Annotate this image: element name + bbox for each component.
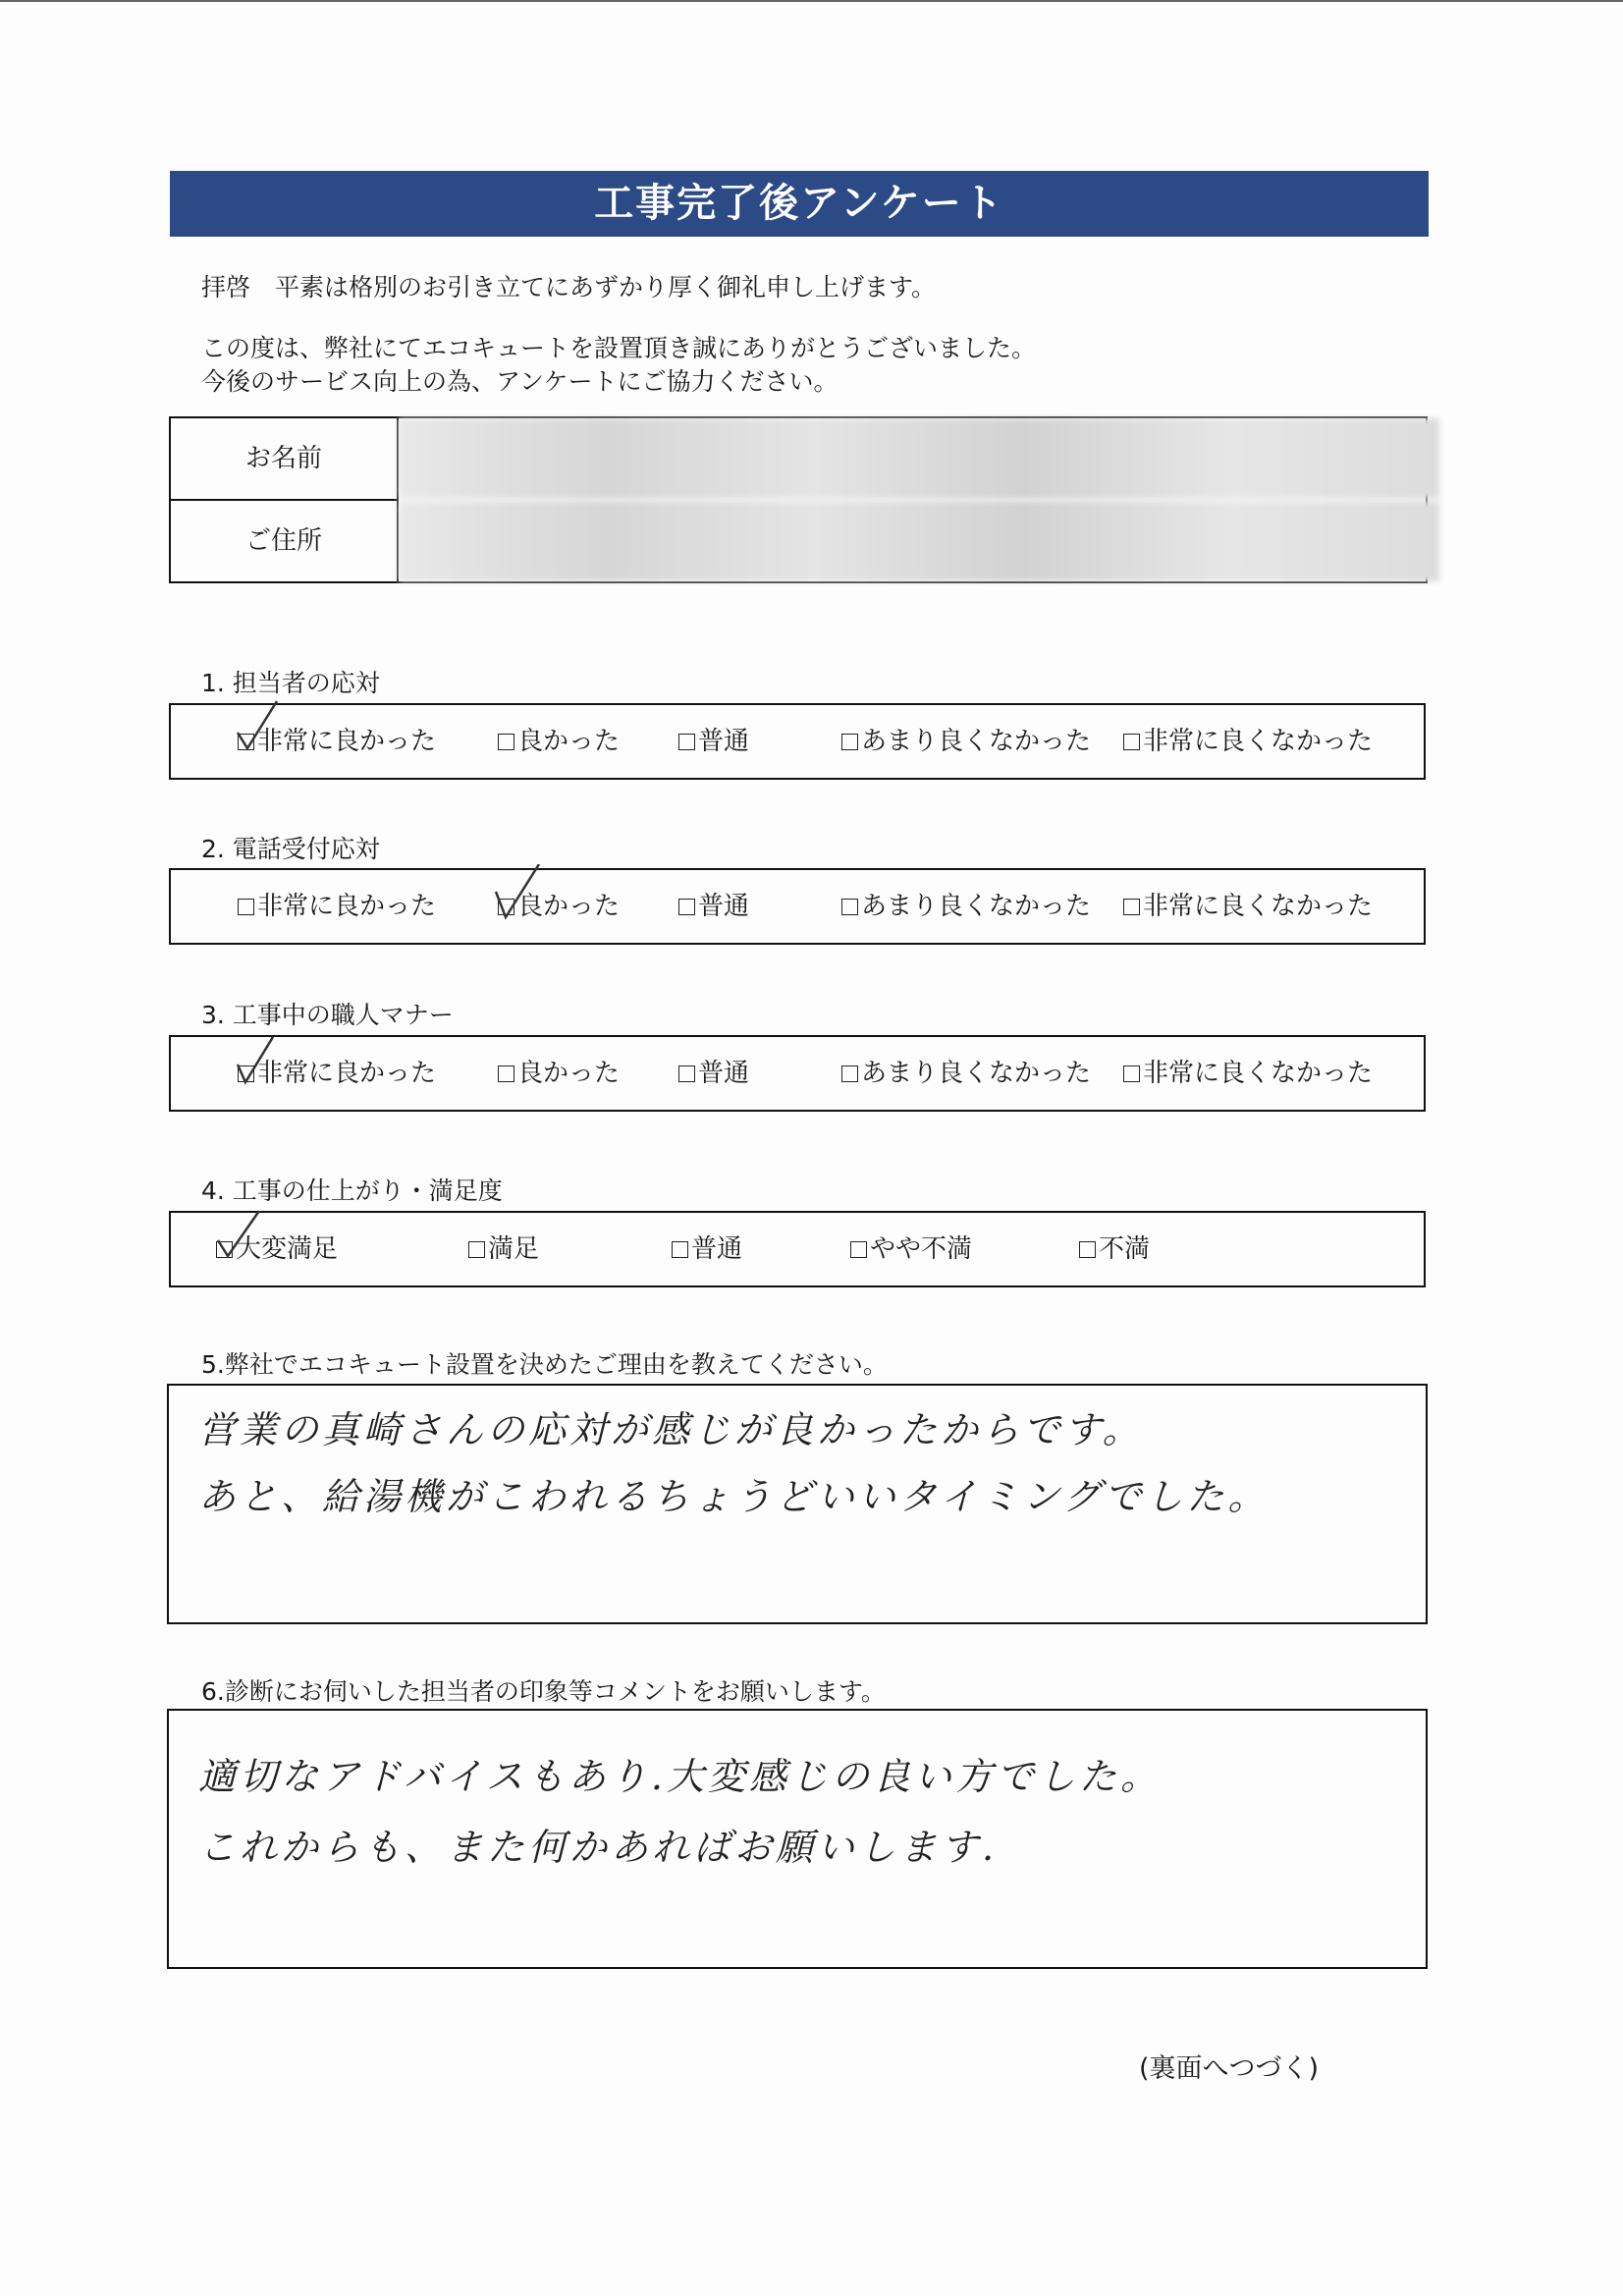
- q2-option-very-bad[interactable]: 非常に良くなかった: [1123, 870, 1373, 943]
- checkbox-icon[interactable]: [678, 1066, 695, 1082]
- q3-option-not-good[interactable]: あまり良くなかった: [841, 1037, 1091, 1110]
- question-5-answer-box[interactable]: [167, 1384, 1428, 1624]
- checkbox-icon[interactable]: [672, 1241, 688, 1258]
- checkbox-icon[interactable]: [498, 734, 514, 750]
- question-3-title: 3. 工事中の職人マナー: [201, 1001, 454, 1029]
- continue-on-back-note: (裏面へつづく): [1139, 2053, 1320, 2084]
- q2-option-not-good[interactable]: あまり良くなかった: [841, 870, 1091, 943]
- q3-option-normal[interactable]: 普通: [678, 1037, 749, 1110]
- redacted-name-field: [399, 418, 1439, 499]
- question-6-title: 6.診断にお伺いした担当者の印象等コメントをお願いします。: [201, 1677, 886, 1706]
- q1-option-good[interactable]: 良かった: [498, 705, 620, 778]
- customer-info-table: [169, 416, 1428, 583]
- scan-top-edge: [0, 0, 1623, 2]
- question-1-title: 1. 担当者の応対: [201, 669, 380, 697]
- checkbox-icon[interactable]: [1123, 734, 1140, 750]
- q5-answer-line-1: 営業の真崎さんの応対が感じが良かったからです。: [198, 1408, 1144, 1451]
- q3-option-very-bad[interactable]: 非常に良くなかった: [1123, 1037, 1373, 1110]
- checkbox-icon[interactable]: [498, 899, 514, 915]
- checkbox-icon[interactable]: [468, 1241, 485, 1258]
- checkbox-icon[interactable]: [498, 1066, 514, 1082]
- address-label: ご住所: [244, 526, 322, 556]
- checkbox-icon[interactable]: [238, 1066, 254, 1082]
- greeting-line: 拝啓 平素は格別のお引き立てにあずかり厚く御礼申し上げます。: [201, 273, 937, 301]
- q4-option-dissatisfied[interactable]: 不満: [1079, 1213, 1150, 1285]
- redacted-address-field: [399, 501, 1439, 581]
- question-4-title: 4. 工事の仕上がり・満足度: [201, 1176, 503, 1205]
- thanks-line: この度は、弊社にてエコキュートを設置頂き誠にありがとうございました。: [201, 334, 1037, 362]
- name-label: お名前: [171, 418, 397, 501]
- checkbox-icon[interactable]: [238, 899, 254, 915]
- checkbox-icon[interactable]: [216, 1241, 233, 1258]
- checkbox-icon[interactable]: [850, 1241, 867, 1258]
- question-6-answer-box[interactable]: [167, 1709, 1428, 1969]
- q3-option-very-good[interactable]: 非常に良かった: [238, 1037, 436, 1110]
- q4-option-somewhat-dissatisfied[interactable]: やや不満: [850, 1213, 972, 1285]
- q3-option-good[interactable]: 良かった: [498, 1037, 620, 1110]
- page-title: 工事完了後アンケート: [170, 171, 1429, 237]
- q5-answer-line-2: あと、給湯機がこわれるちょうどいいタイミングでした。: [198, 1475, 1270, 1518]
- checkbox-icon[interactable]: [678, 899, 695, 915]
- question-2-title: 2. 電話受付応対: [201, 835, 380, 863]
- q1-option-not-good[interactable]: あまり良くなかった: [841, 705, 1091, 778]
- question-2-options: [169, 868, 1426, 945]
- question-3-options: [169, 1035, 1426, 1112]
- request-line: 今後のサービス向上の為、アンケートにご協力ください。: [201, 367, 839, 396]
- checkbox-icon[interactable]: [238, 734, 254, 750]
- q6-answer-line-2: これからも、また何かあればお願いします.: [198, 1826, 999, 1869]
- question-4-options: [169, 1211, 1426, 1287]
- q4-option-normal[interactable]: 普通: [672, 1213, 742, 1285]
- question-1-options: [169, 703, 1426, 780]
- checkbox-icon[interactable]: [1079, 1241, 1096, 1258]
- q2-option-normal[interactable]: 普通: [678, 870, 749, 943]
- q4-option-very-satisfied[interactable]: 大変満足: [216, 1213, 338, 1285]
- checkbox-icon[interactable]: [1123, 899, 1140, 915]
- q4-option-satisfied[interactable]: 満足: [468, 1213, 539, 1285]
- checkbox-icon[interactable]: [678, 734, 695, 750]
- checkbox-icon[interactable]: [841, 899, 858, 915]
- q1-option-very-good[interactable]: 非常に良かった: [238, 705, 436, 778]
- q2-option-good[interactable]: 良かった: [498, 870, 620, 943]
- q1-option-normal[interactable]: 普通: [678, 705, 749, 778]
- checkbox-icon[interactable]: [841, 734, 858, 750]
- question-5-title: 5.弊社でエコキュート設置を決めたご理由を教えてください。: [201, 1350, 888, 1379]
- checkbox-icon[interactable]: [1123, 1066, 1140, 1082]
- q2-option-very-good[interactable]: 非常に良かった: [238, 870, 436, 943]
- q6-answer-line-1: 適切なアドバイスもあり.大変感じの良い方でした。: [198, 1755, 1162, 1798]
- checkbox-icon[interactable]: [841, 1066, 858, 1082]
- q1-option-very-bad[interactable]: 非常に良くなかった: [1123, 705, 1373, 778]
